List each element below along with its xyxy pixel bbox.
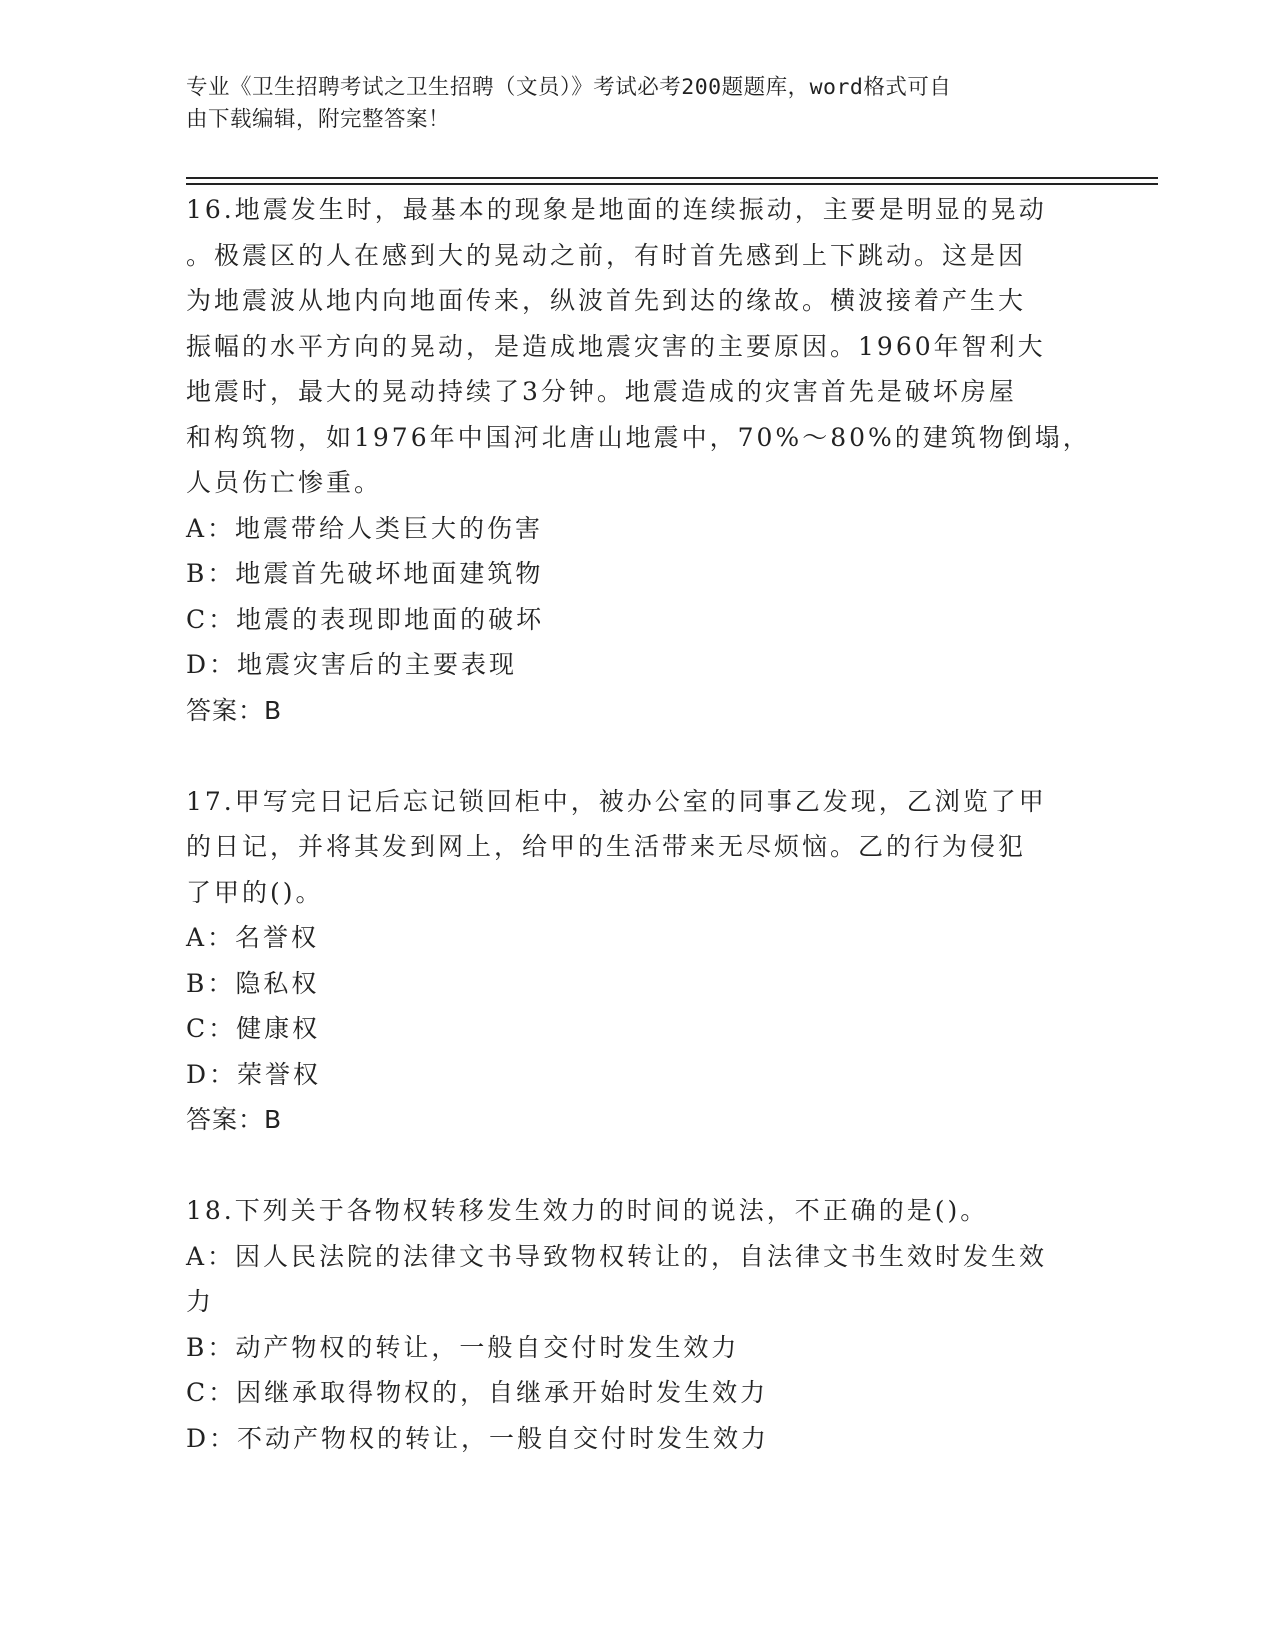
answer-option: B：地震首先破坏地面建筑物 — [186, 559, 544, 588]
question-stem-line: 17.甲写完日记后忘记锁回柜中，被办公室的同事乙发现，乙浏览了甲 — [186, 786, 1047, 816]
answer-option: D：地震灾害后的主要表现 — [186, 650, 518, 679]
document-header — [186, 72, 1076, 136]
question-block — [186, 779, 1076, 1189]
answer-option: C：地震的表现即地面的破坏 — [186, 604, 545, 634]
question-list — [186, 187, 1091, 1461]
question-stem-line: 和构筑物，如1976年中国河北唐山地震中，70%～80%的建筑物倒塌， — [186, 422, 1091, 452]
answer-key: 答案：B — [186, 695, 283, 725]
answer-option: C：因继承取得物权的，自继承开始时发生效力 — [186, 1378, 769, 1407]
spacer — [186, 733, 1076, 779]
question-stem-line: 地震时，最大的晃动持续了3分钟。地震造成的灾害首先是破坏房屋 — [186, 377, 1017, 406]
answer-key: 答案：B — [186, 1105, 283, 1134]
question-stem-line: 振幅的水平方向的晃动，是造成地震灾害的主要原因。1960年智利大 — [186, 331, 1046, 361]
question-stem-line: 16.地震发生时，最基本的现象是地面的连续振动，主要是明显的晃动 — [186, 195, 1047, 224]
answer-option: B：动产物权的转让，一般自交付时发生效力 — [186, 1332, 740, 1362]
answer-option: A：名誉权 — [186, 923, 320, 952]
answer-option: C：健康权 — [186, 1014, 321, 1043]
question-stem-line: 18.下列关于各物权转移发生效力的时间的说法，不正确的是()。 — [186, 1196, 989, 1225]
answer-option: 力 — [186, 1287, 215, 1316]
header-divider — [186, 177, 1158, 179]
question-stem-line: 的日记，并将其发到网上，给甲的生活带来无尽烦恼。乙的行为侵犯 — [186, 832, 1027, 861]
question-stem-line: 。极震区的人在感到大的晃动之前，有时首先感到上下跳动。这是因 — [186, 240, 1027, 270]
question-block — [186, 187, 1091, 779]
answer-option: D：荣誉权 — [186, 1059, 322, 1089]
spacer — [186, 1143, 1076, 1189]
header-divider — [186, 183, 1158, 185]
answer-option: D：不动产物权的转让，一般自交付时发生效力 — [186, 1423, 770, 1453]
answer-option: B：隐私权 — [186, 968, 320, 998]
answer-option: A：因人民法院的法律文书导致物权转让的，自法律文书生效时发生效 — [186, 1241, 1048, 1271]
question-block — [186, 1188, 1076, 1461]
answer-option: A：地震带给人类巨大的伤害 — [186, 513, 544, 543]
question-stem-line: 人员伤亡惨重。 — [186, 468, 383, 497]
header-line: 专业《卫生招聘考试之卫生招聘（文员）》考试必考200题题库，word格式可自 — [186, 75, 952, 100]
question-stem-line: 了甲的()。 — [186, 877, 324, 907]
header-line: 由下载编辑，附完整答案！ — [186, 107, 451, 132]
question-stem-line: 为地震波从地内向地面传来，纵波首先到达的缘故。横波接着产生大 — [186, 286, 1027, 315]
